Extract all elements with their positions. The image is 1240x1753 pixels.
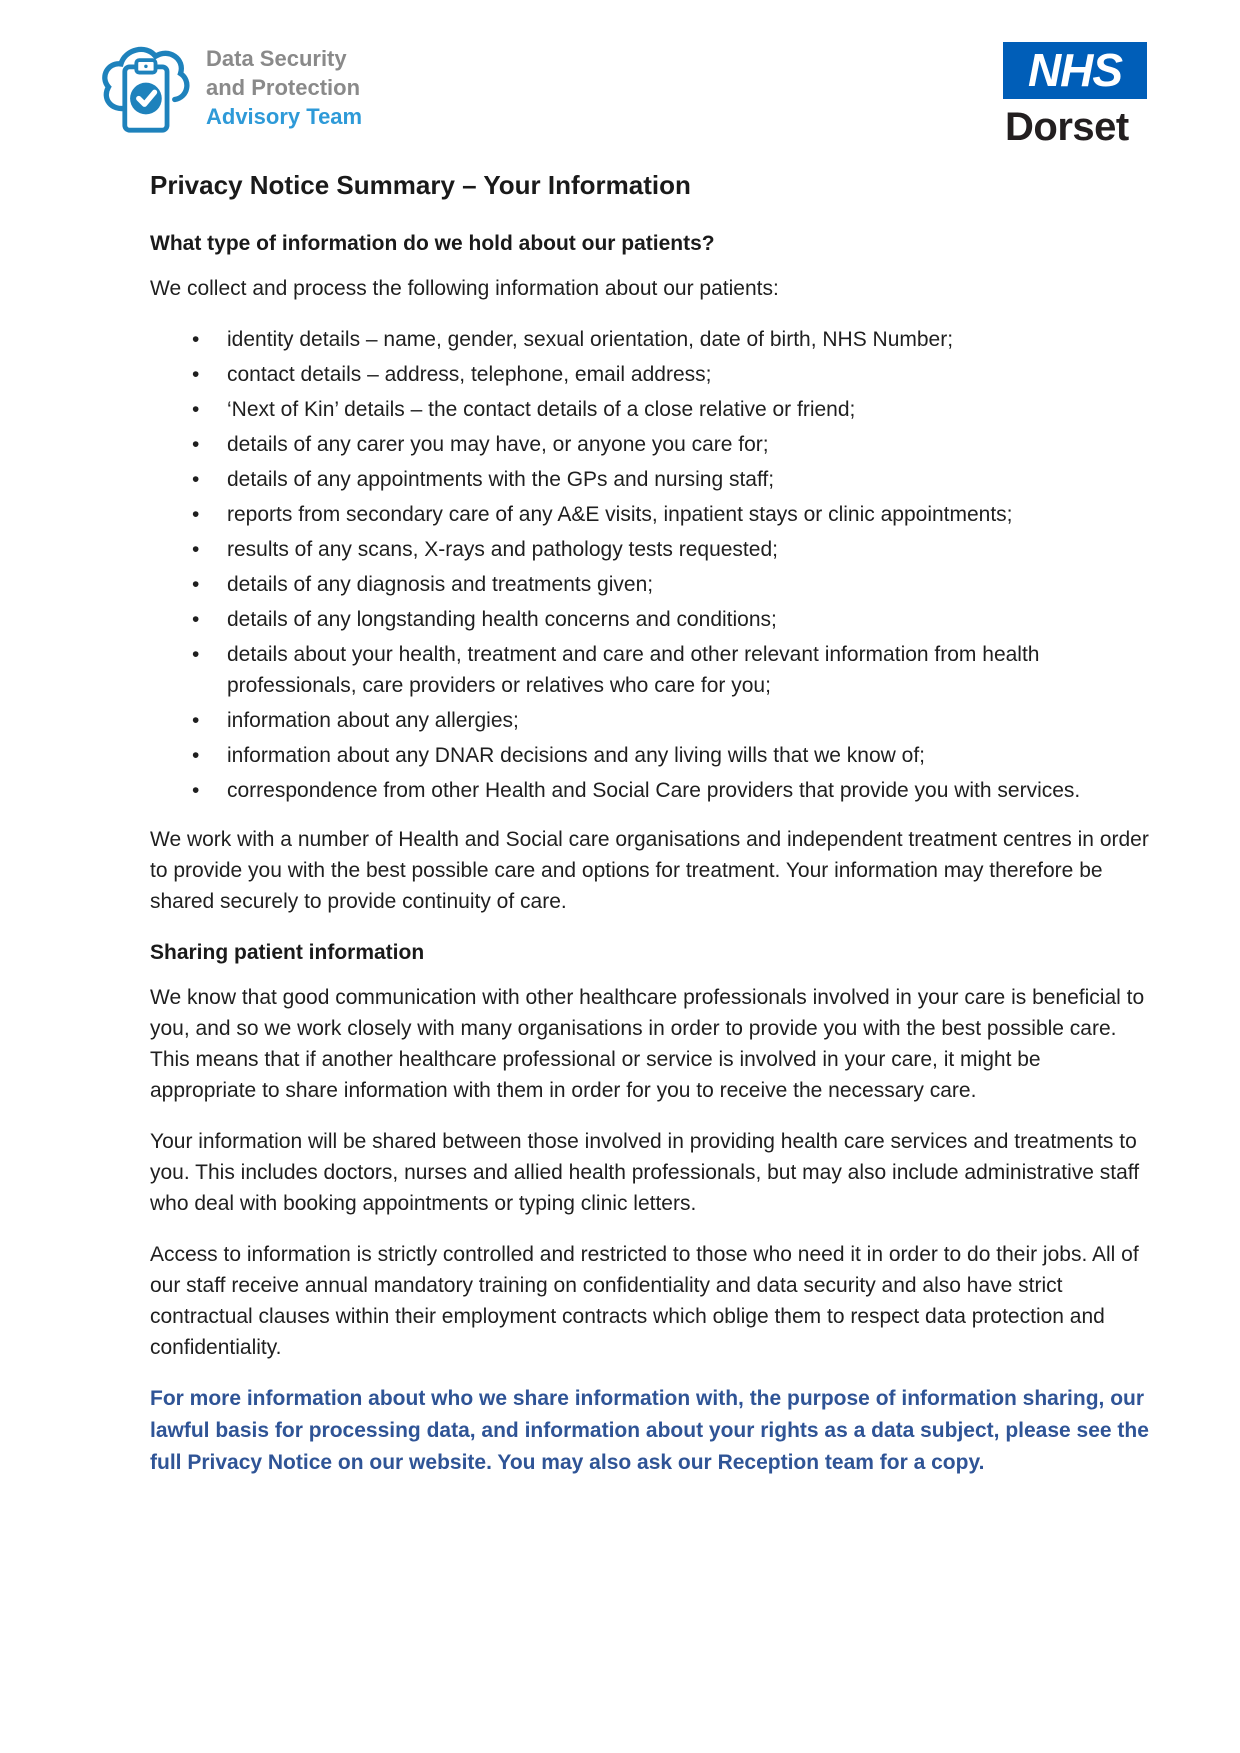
list-item: • details of any longstanding health concerns and conditions; [150, 604, 1150, 635]
page-title: Privacy Notice Summary – Your Information [150, 170, 691, 200]
nhs-dorset-logo [1003, 42, 1203, 147]
list-item: • details of any carer you may have, or anyone you care for; [150, 429, 1150, 460]
list-item: • information about any allergies; [150, 705, 1150, 736]
heading-sharing: Sharing patient information [150, 941, 425, 964]
heading-what-information: What type of information do we hold about our patients? [150, 232, 715, 255]
dsp-logo-line1: Data Security [206, 46, 347, 71]
dsp-logo-line2: and Protection [206, 75, 361, 100]
list-item: • information about any DNAR decisions and any living wills that we know of; [150, 740, 1150, 771]
nhs-region-label: Dorset [1005, 105, 1129, 149]
list-item: • ‘Next of Kin’ details – the contact details of a close relative or friend; [150, 394, 1150, 425]
paragraph-sharing-1: We know that good communication with other healthcare professionals involved in your care is beneficial to you, and so we work closely with many organisations in order to provide you with the best possible care. This means that if another healthcare professional or service is involved in your care, it might be appropriate to share information with them in order for you to receive the necessary care. [150, 986, 1145, 1102]
paragraph-work-with: We work with a number of Health and Social care organisations and independent treatment centres in order to provide you with the best possible care and options for treatment. Your information may therefore be shared securely to provide continuity of care. [150, 828, 1149, 913]
nhs-logo-icon: NHS [1003, 42, 1147, 99]
list-item: • details about your health, treatment and care and other relevant information from health professionals, care providers or relatives who care for you; [150, 639, 1150, 701]
list-item: • details of any diagnosis and treatments given; [150, 569, 1150, 600]
paragraph-sharing-2: Your information will be shared between those involved in providing health care services and treatments to you. This includes doctors, nurses and allied health professionals, but may also include administrative staff who deal with booking appointments or typing clinic letters. [150, 1130, 1140, 1215]
list-item: • results of any scans, X-rays and pathology tests requested; [150, 534, 1150, 565]
paragraph-more-info: For more information about who we share information with, the purpose of information sharing, our lawful basis for processing data, and information about your rights as a data subject, please see the full Privacy Notice on our website. You may also ask our Reception team for a copy. [150, 1387, 1149, 1474]
list-item: • details of any appointments with the GPs and nursing staff; [150, 464, 1150, 495]
list-item: • contact details – address, telephone, email address; [150, 359, 1150, 390]
list-item: • identity details – name, gender, sexual orientation, date of birth, NHS Number; [150, 324, 1150, 355]
paragraph-access: Access to information is strictly controlled and restricted to those who need it in order to do their jobs. All of our staff receive annual mandatory training on confidentiality and data security and also have strict contractual clauses within their employment contracts which oblige them to respect data protection and confidentiality. [150, 1243, 1139, 1359]
dsp-logo-line3: Advisory Team [206, 104, 363, 129]
cloud-clipboard-check-icon [96, 36, 192, 138]
list-item: • reports from secondary care of any A&E visits, inpatient stays or clinic appointments; [150, 499, 1150, 530]
list-item: • correspondence from other Health and Social Care providers that provide you with services. [150, 775, 1150, 806]
information-bullet-list [150, 324, 1150, 806]
dsp-advisory-team-logo [96, 36, 362, 138]
privacy-notice-document [150, 168, 1150, 1479]
intro-paragraph: We collect and process the following information about our patients: [150, 277, 779, 300]
